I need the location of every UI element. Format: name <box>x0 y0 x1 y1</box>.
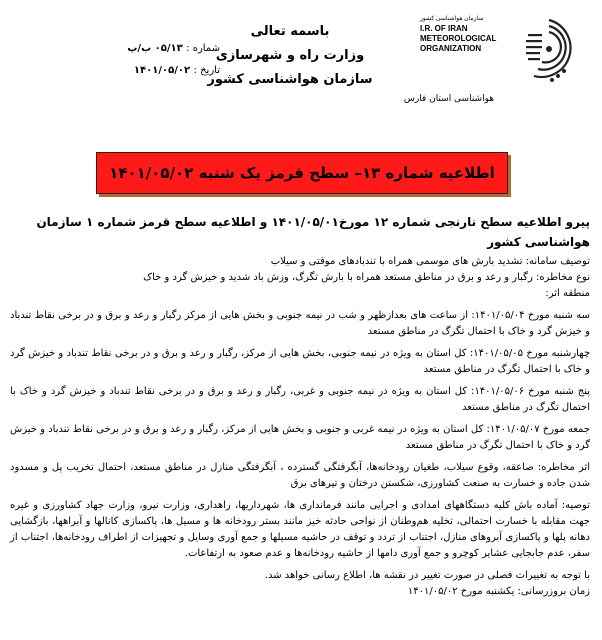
forecast-day-3: پنج شنبه مورخ ۱۴۰۱/۰۵/۰۶: کل استان به ویژه در نیمه جنوبی و غربی، رگبار و رعد و برق و در برخی نقاط تندباد و خیزش گرد و خاک با احتمال تگرگ در مناطق مستعد <box>10 386 590 413</box>
logo-en-line3: ORGANIZATION <box>420 44 482 53</box>
organization-name: سازمان هواشناسی کشور <box>207 72 373 87</box>
logo-en-line2: METEOROLOGICAL <box>420 34 497 43</box>
header-meta <box>100 38 220 82</box>
system-description: توصیف سامانه: تشدید بارش های موسمی همراه با تندبادهای موقتی و سیلاب <box>270 256 590 267</box>
hazard-type: نوع مخاطره: رگبار و رعد و برق در مناطق مستعد همراه با بارش تگرگ، وزش باد شدید و خیزش گرد و خاک <box>143 272 590 283</box>
bismillah: باسمه تعالی <box>250 24 330 39</box>
update-time: زمان بروزرسانی: یکشنبه مورخ ۱۴۰۱/۰۵/۰۲ <box>407 586 590 597</box>
number-label: شماره : <box>186 43 220 54</box>
forecast-day-1: سه شنبه مورخ ۱۴۰۱/۰۵/۰۴: از ساعت های بعدازظهر و شب در نیمه جنوبی و بخش هایی از مرکز رگبار و رعد و برق و در برخی نقاط تندباد و خیزش گرد و خاک با احتمال تگرگ در مناطق مستعد <box>10 310 590 337</box>
logo-fa-name: سازمان هواشناسی کشور <box>420 16 484 22</box>
logo-text <box>420 14 530 54</box>
date-label: تاریخ : <box>193 65 220 76</box>
header-center <box>190 20 390 92</box>
forecast-day-4: جمعه مورخ ۱۴۰۱/۰۵/۰۷: کل استان به ویژه در نیمه غربی و جنوبی و بخش هایی از مرکز، رگبار و رعد و برق و در برخی نقاط تندباد و خیزش گرد و خاک با احتمال تگرگ در مناطق مستعد <box>10 424 590 451</box>
province-name: هواشناسی استان فارس <box>403 94 494 104</box>
meteorological-logo-icon <box>524 16 574 88</box>
hazard-effects: اثر مخاطره: صاعقه، وقوع سیلاب، طغیان رودخانه‌ها، آبگرفتگی گسترده ، آبگرفتگی منازل در مناطق مستعد، احتمال تخریب پل و مسدود شدن جاده و خسارت به صنعت کشاورزی، شکستن درختان و تیرهای برق <box>10 462 590 489</box>
date-value: ۱۴۰۱/۰۵/۰۲ <box>133 65 191 76</box>
forecast-day-2: چهارشنبه مورخ ۱۴۰۱/۰۵/۰۵: کل استان به ویژه در نیمه جنوبی، بخش هایی از مرکز، رگبار و رعد و برق و در برخی نقاط تندباد و خیزش گرد و خاک با احتمال تگرگ در مناطق مستعد <box>10 348 590 375</box>
announcement-subtitle: پیرو اطلاعیه سطح نارنجی شماره ۱۲ مورخ۱۴۰۱/۰۵/۰۱ و اطلاعیه سطح قرمز شماره ۱ سازمان هواشناسی کشور <box>36 215 590 249</box>
letter-number <box>100 38 220 60</box>
ministry-name: وزارت راه و شهرسازی <box>215 48 365 63</box>
letter-date <box>100 60 220 82</box>
logo-en-line1: I.R. OF IRAN <box>420 24 468 33</box>
number-value: ۰۵/۱۳ ب/پ <box>127 43 183 54</box>
alert-banner-text: اطلاعیه شماره ۱۳– سطح قرمز یک شنبه ۱۴۰۱/۰۵/۰۲ <box>109 164 495 182</box>
update-note: با توجه به تغییرات فصلی در صورت تغییر در نقشه ها، اطلاع رسانی خواهد شد. <box>264 570 590 581</box>
alert-banner <box>96 152 508 194</box>
announcement-body <box>10 212 590 600</box>
region-label: منطقه اثر: <box>545 288 590 299</box>
recommendation: توصیه: آماده باش کلیه دستگاههای امدادی و اجرایی مانند فرمانداری ها، شهرداریها، راهداری، وزارت نیرو، وزارت جهاد کشاورزی و غیره جهت مقابله با خسارت احتمالی، تخلیه هم‌وطنان از نواحی حادثه خیز مانند بستر رودخانه ها و مسیل ها، پاکسازی کانالها و آبراهها، بازگشایی دهانه پلها و پاکسازی آبروهای منازل، اجتناب از تردد و توقف در حاشیه مسیلها و جمع آوری وسایل و تجهیزات از اطراف رودخانه‌ها، اجتناب از سفر، عدم جابجایی عشایر کوچرو و جمع آوری دامها از حاشیه رودخانه‌ها و عدم صعود به ارتفاعات. <box>10 500 590 559</box>
